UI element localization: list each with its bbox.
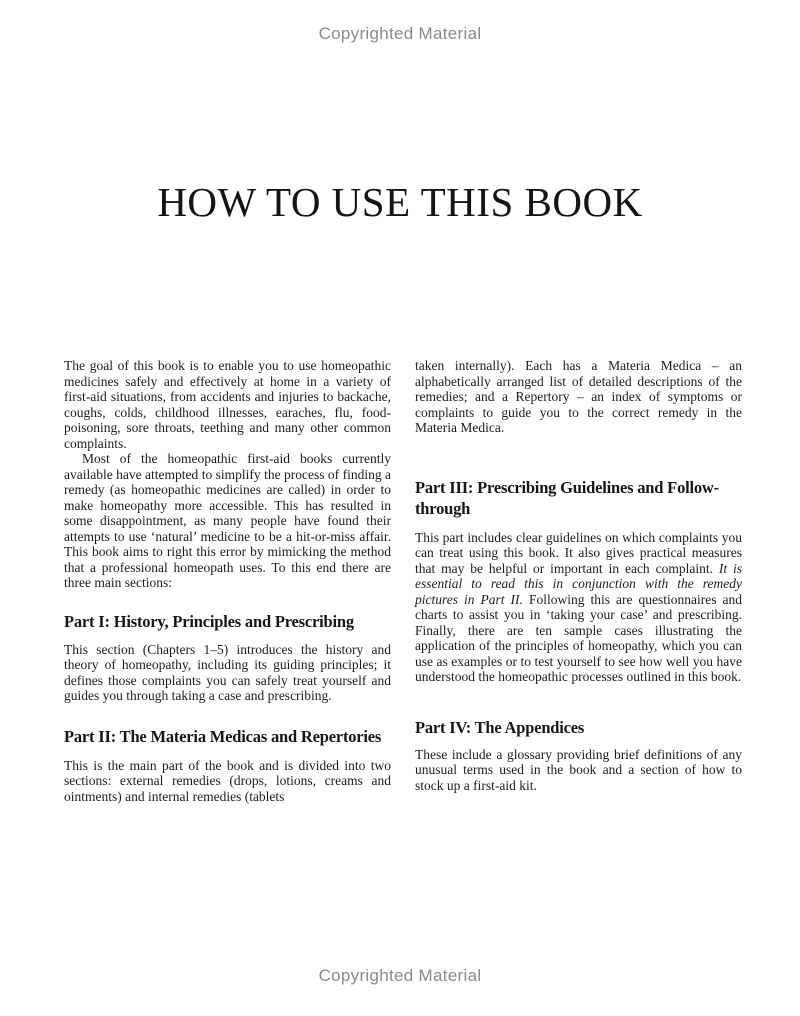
paragraph-part1: This section (Chapters 1–5) introduces the history and theory of homeopathy, including its guiding principles; it defines those complaints you can safely treat yourself and guides you through taking a case and prescribing. xyxy=(64,641,391,703)
paragraph-intro: The goal of this book is to enable you to use homeopathic medicines safely and effectively at home in a variety of first-aid situations, from accidents and injuries to backache, coughs, colds, childhood illnesses, earaches, flu, food-poisoning, sore throats, teething and many other common complaints. xyxy=(64,358,391,451)
paragraph-part2: This is the main part of the book and is divided into two sections: external remedies (drops, lotions, creams and ointments) and internal remedies (tablets xyxy=(64,757,391,804)
heading-part2: Part II: The Materia Medicas and Repertories xyxy=(64,726,382,746)
paragraph-overview: Most of the homeopathic first-aid books currently available have attempted to simplify the process of finding a remedy (as homeopathic medicines are called) in order to make homeopathy more accessible. This has resulted in some disappointment, as many people have found their attempts to use ‘natural’ medicine to be a hit-or-miss affair. This book aims to right this error by mimicking the method that a professional homeopath uses. To this end there are three main sections: xyxy=(64,451,391,590)
heading-part1: Part I: History, Principles and Prescribing xyxy=(64,611,354,631)
paragraph-part4: These include a glossary providing brief definitions of any unusual terms used in the book and a section of how to stock up a first-aid kit. xyxy=(415,746,742,793)
part3-text-before: This part includes clear guidelines on which complaints you can treat using this book. It also gives practical measures that may be helpful or important in each complaint. xyxy=(415,529,742,576)
watermark-top: Copyrighted Material xyxy=(318,24,482,43)
text-columns xyxy=(64,358,742,804)
page-title: HOW TO USE THIS BOOK xyxy=(157,179,643,225)
part3-text-italic: It is essential to read this in conjunction with the remedy pictures in Part II. xyxy=(415,560,742,607)
column-right xyxy=(415,358,742,804)
column-left xyxy=(64,358,391,804)
heading-part4: Part IV: The Appendices xyxy=(415,717,585,737)
part3-text-after: Following this are questionnaires and charts to assist you in ‘taking your case’ and prescribing. Finally, there are ten sample cases illustrating the application of the principles of homeopathy, which you can use as examples or to test yourself to see how well you have understood the homeopathic processes outlined in this book. xyxy=(415,591,743,684)
heading-part3: Part III: Prescribing Guidelines and Follow-through xyxy=(415,477,719,518)
paragraph-part3 xyxy=(415,530,742,685)
watermark-bottom: Copyrighted Material xyxy=(318,966,482,985)
paragraph-part2-continued: taken internally). Each has a Materia Medica – an alphabetically arranged list of detailed descriptions of the remedies; and a Repertory – an index of symptoms or complaints to guide you to the correct remedy in the Materia Medica. xyxy=(415,358,742,435)
